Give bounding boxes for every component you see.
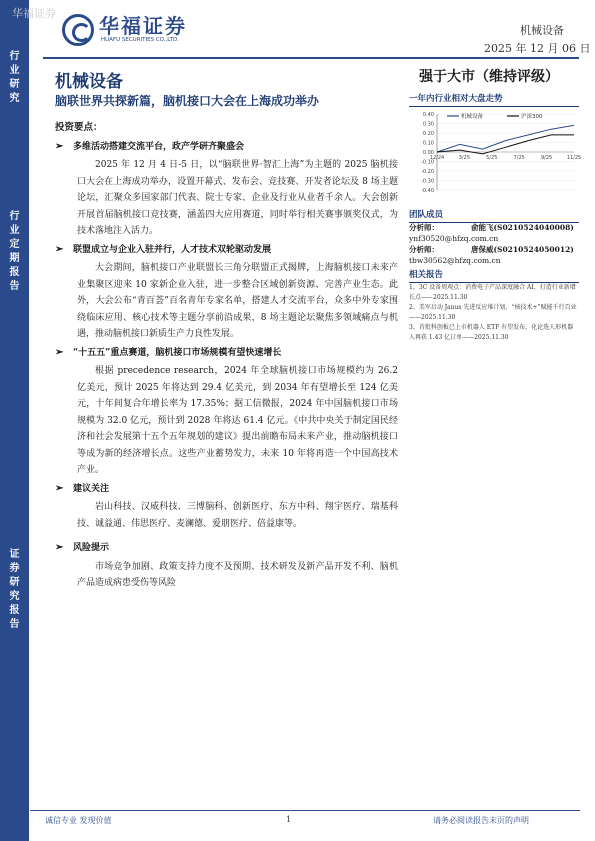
- chart-heading: 一年内行业相对大盘走势: [409, 92, 579, 107]
- header-date: 2025 年 12 月 06 日: [484, 42, 591, 55]
- sidebar-label-top: 行 业 研 究: [9, 51, 20, 104]
- analyst-entry: [409, 222, 579, 233]
- chart-series-line: [437, 125, 574, 152]
- chart-y-tick-label: 0.30: [422, 121, 434, 128]
- team-heading: 团队成员: [409, 208, 579, 223]
- chart-y-tick-label: -0.40: [421, 188, 434, 194]
- chart-x-tick-label: 7/25: [513, 155, 525, 161]
- chart-series-line: [437, 135, 574, 154]
- section-heading: [55, 481, 398, 498]
- section-heading-text: 联盟成立与企业入驻并行，人才技术双轮驱动发展: [73, 244, 272, 255]
- analyst-email[interactable]: ynf30520@hfzq.com.cn: [409, 234, 499, 243]
- chart-legend-label: 沪深300: [521, 114, 543, 120]
- watermark-text: 华福证券: [12, 7, 56, 20]
- section-paragraph: 大会期间，脑机接口产业联盟长三角分联盟正式揭牌，上海脑机接口未来产业集聚区迎来 10 家新企业入驻，进一步整合区域创新资源、完善产业生态。此外，大会公布“青百荟”百名青年专家名单，搭建人才交流平台，众多中外专家围绕临床应用、核心技术等主题分享前沿成果，8 场主题论坛聚焦多领域痛点与机遇，推动脑机接口新质生产力良性发展。: [77, 263, 398, 339]
- main-content: [55, 118, 398, 594]
- company-logo-icon: [62, 14, 94, 46]
- rating-label: 强于大市（维持评级）: [419, 69, 559, 85]
- section-heading: [55, 242, 398, 259]
- arrow-bullet-icon: ➢: [55, 346, 64, 358]
- chart-y-tick-label: 0.40: [422, 112, 434, 118]
- arrow-bullet-icon: ➢: [55, 243, 64, 255]
- related-reports-heading: 相关报告: [409, 268, 579, 283]
- sidebar-label-middle: 行 业 定 期 报 告: [9, 211, 20, 292]
- page-number: 1: [286, 815, 292, 824]
- section-paragraph: 岩山科技、汉威科技、三博脑科、创新医疗、东方中科、翔宇医疗、瑞基科技、诚益通、伟思医疗、麦澜德、爱朋医疗、倍益康等。: [77, 502, 398, 529]
- section-heading: [55, 345, 398, 362]
- chart-x-tick-label: 12/24: [429, 155, 445, 161]
- section-paragraph: 市场竞争加剧、政策支持力度不及预期、技术研发及新产品开发不利、脑机产品造成病患受伤等风险: [77, 561, 398, 588]
- chart-y-tick-label: 0.20: [422, 131, 434, 137]
- analyst-name: 俞能飞(S0210524040008): [471, 223, 574, 232]
- chart-y-tick-label: 0.10: [422, 140, 434, 147]
- footer-divider: [30, 810, 580, 811]
- section-heading: [55, 540, 398, 557]
- section-heading-text: 风险提示: [73, 543, 110, 553]
- related-report-link[interactable]: 2、美军启动 Janus 先进反应堆计划，“核技术+”赋能千行百业——2025.11.30: [409, 304, 577, 321]
- chart-x-tick-label: 11/25: [566, 155, 582, 161]
- sidebar-label-bottom: 证 券 研 究 报 告: [9, 549, 20, 630]
- related-reports-list: [409, 283, 579, 343]
- header-industry: 机械设备: [520, 24, 564, 37]
- related-report-link[interactable]: 1、3C 设备周观点：消费电子产品深度融合 AI，打造行业新增长点——2025.11.30: [409, 284, 576, 301]
- chart-y-tick-label: -0.30: [421, 178, 434, 185]
- chart-y-tick-label: -0.10: [421, 159, 434, 166]
- analyst-entry: [409, 244, 579, 255]
- chart-y-tick-label: -0.20: [421, 169, 434, 175]
- logo-english-name: HUAFU SECURITIES CO.,LTD.: [101, 37, 179, 43]
- footer-slogan: 诚信专业 发现价值: [45, 816, 112, 825]
- section-heading: [55, 139, 398, 156]
- chart-legend-label: 机械设备: [461, 114, 484, 120]
- arrow-bullet-icon: ➢: [55, 482, 64, 494]
- chart-y-tick-label: 0.00: [422, 150, 434, 156]
- section-heading-text: 多维活动搭建交流平台，政产学研齐聚盛会: [73, 141, 245, 152]
- arrow-bullet-icon: ➢: [55, 140, 64, 152]
- related-report-link[interactable]: 3、首批科创板已上市机器人 ETF 有望发布，化论选人形机器人再获 1.43 亿订单——2025.11.30: [409, 324, 574, 341]
- chart-x-tick-label: 9/25: [540, 155, 553, 161]
- analyst-label: 分析师：: [409, 223, 439, 232]
- report-subtitle: 脑联世界共探新篇，脑机接口大会在上海成功举办: [55, 94, 320, 108]
- relative-performance-chart: [409, 106, 582, 206]
- left-sidebar-bar: [0, 0, 29, 841]
- section-paragraph: 2025 年 12 月 4 日-5 日，以“脑联世界·智汇上海”为主题的 2025 脑机接口大会在上海成功举办，设置开幕式、发布会、竞技赛、开发者论坛及 8 场主题论坛，汇聚众多国家部门代表、院士专家、企业及行业从业者千余人。大会创新开展首届脑机接口竞技赛，涵盖四大应用赛道，同时举行相关赛事颁奖仪式，为技术落地注入活力。: [77, 160, 398, 236]
- investment-highlights-heading: 投资要点：: [55, 122, 103, 133]
- analyst-name: 唐保威(S0210524050012): [471, 245, 574, 254]
- arrow-bullet-icon: ➢: [55, 542, 64, 553]
- chart-svg: [409, 106, 582, 206]
- logo-chinese-name: 华福证券: [99, 14, 187, 38]
- report-title: 机械设备: [55, 72, 123, 92]
- analyst-label: 分析师：: [409, 245, 439, 254]
- section-paragraph: 根据 precedence research，2024 年全球脑机接口市场规模约为 26.2 亿美元，预计 2025 年将达到 29.4 亿美元，到 2034 年有望增长至 124 亿美元，十年间复合年增长率为 17.35%；据工信微报，2024 年中国脑机接口市场规模为 32.0 亿元，预计到 2028 年将达 61.4 亿元。《中共中央关于制定国民经济和社会发展第十五个五年规划的建议》提出前瞻布局未来产业，推动脑机接口等成为新的经济增长点。这些产业蓄势发力，未来 10 年将再造一个中国高技术产业。: [77, 366, 398, 475]
- analyst-email[interactable]: tbw30562@hfzq.com.cn: [409, 256, 501, 265]
- header-divider: [43, 57, 579, 59]
- chart-x-tick-label: 5/25: [486, 155, 498, 161]
- footer-disclaimer: 请务必阅读报告末页的声明: [433, 816, 529, 825]
- section-heading-text: “十五五”重点赛道，脑机接口市场规模有望快速增长: [73, 347, 282, 358]
- chart-x-tick-label: 3/25: [458, 155, 471, 161]
- section-heading-text: 建议关注: [73, 483, 110, 494]
